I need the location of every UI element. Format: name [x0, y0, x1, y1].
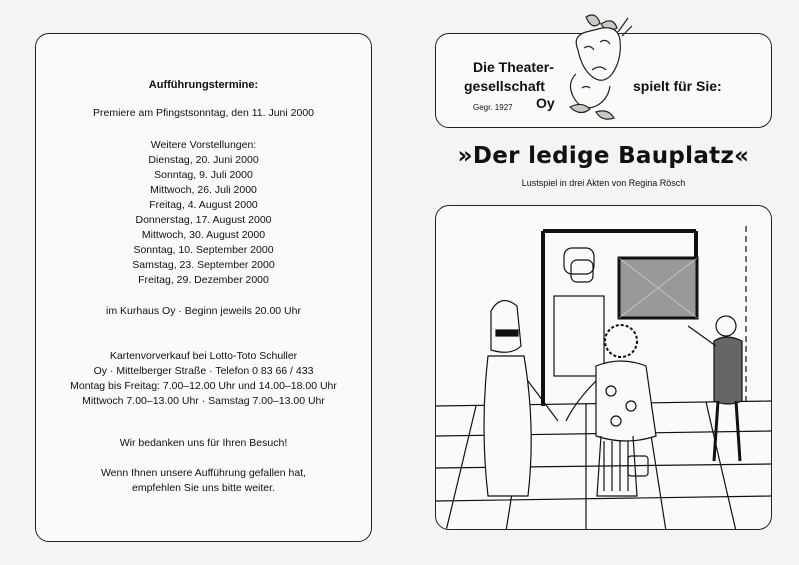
performance-date: Dienstag, 20. Juni 2000 [148, 154, 259, 166]
ticket-line: Kartenvorverkauf bei Lotto-Toto Schuller [109, 350, 298, 362]
company-name-line2: gesellschaft [464, 78, 545, 94]
play-title: »Der ledige Bauplatz« [457, 143, 750, 169]
illustration-panel [435, 205, 772, 530]
performance-date: Freitag, 4. August 2000 [149, 199, 258, 211]
company-founded: Gegr. 1927 [473, 103, 513, 112]
ticket-line: Mittwoch 7.00–13.00 Uhr · Samstag 7.00–13.00 Uhr [82, 395, 325, 407]
company-place: Oy [536, 95, 555, 111]
theater-masks-icon [556, 12, 641, 132]
company-header [435, 33, 772, 128]
performance-heading: Aufführungstermine: [148, 79, 259, 91]
performance-dates [36, 153, 371, 288]
ticket-info [36, 349, 371, 409]
performance-date: Sonntag, 10. September 2000 [133, 244, 274, 256]
play-subtitle: Lustspiel in drei Akten von Regina Rösch [521, 178, 686, 188]
venue-line: im Kurhaus Oy · Beginn jeweils 20.00 Uhr [106, 305, 301, 317]
recommend-line: Wenn Ihnen unsere Aufführung gefallen hat, [100, 467, 307, 479]
ticket-line: Oy · Mittelberger Straße · Telefon 0 83 66 / 433 [93, 365, 314, 377]
premiere-line: Premiere am Pfingstsonntag, den 11. Juni 2000 [92, 107, 315, 119]
plays-for-you: spielt für Sie: [633, 78, 722, 94]
further-performances-heading: Weitere Vorstellungen: [150, 139, 257, 151]
performance-date: Freitag, 29. Dezember 2000 [138, 274, 269, 286]
schedule-panel [35, 33, 372, 542]
recommend-line: empfehlen Sie uns bitte weiter. [131, 482, 275, 494]
performance-date: Donnerstag, 17. August 2000 [135, 214, 272, 226]
performance-date: Sonntag, 9. Juli 2000 [154, 169, 253, 181]
stage-scene-drawing [436, 206, 772, 530]
thanks-line: Wir bedanken uns für Ihren Besuch! [119, 437, 288, 449]
performance-date: Samstag, 23. September 2000 [132, 259, 275, 271]
performance-date: Mittwoch, 26. Juli 2000 [150, 184, 257, 196]
recommend-text [36, 466, 371, 496]
company-name-line1: Die Theater- [473, 59, 554, 75]
performance-date: Mittwoch, 30. August 2000 [141, 229, 266, 241]
ticket-line: Montag bis Freitag: 7.00–12.00 Uhr und 14.00–18.00 Uhr [70, 380, 337, 392]
